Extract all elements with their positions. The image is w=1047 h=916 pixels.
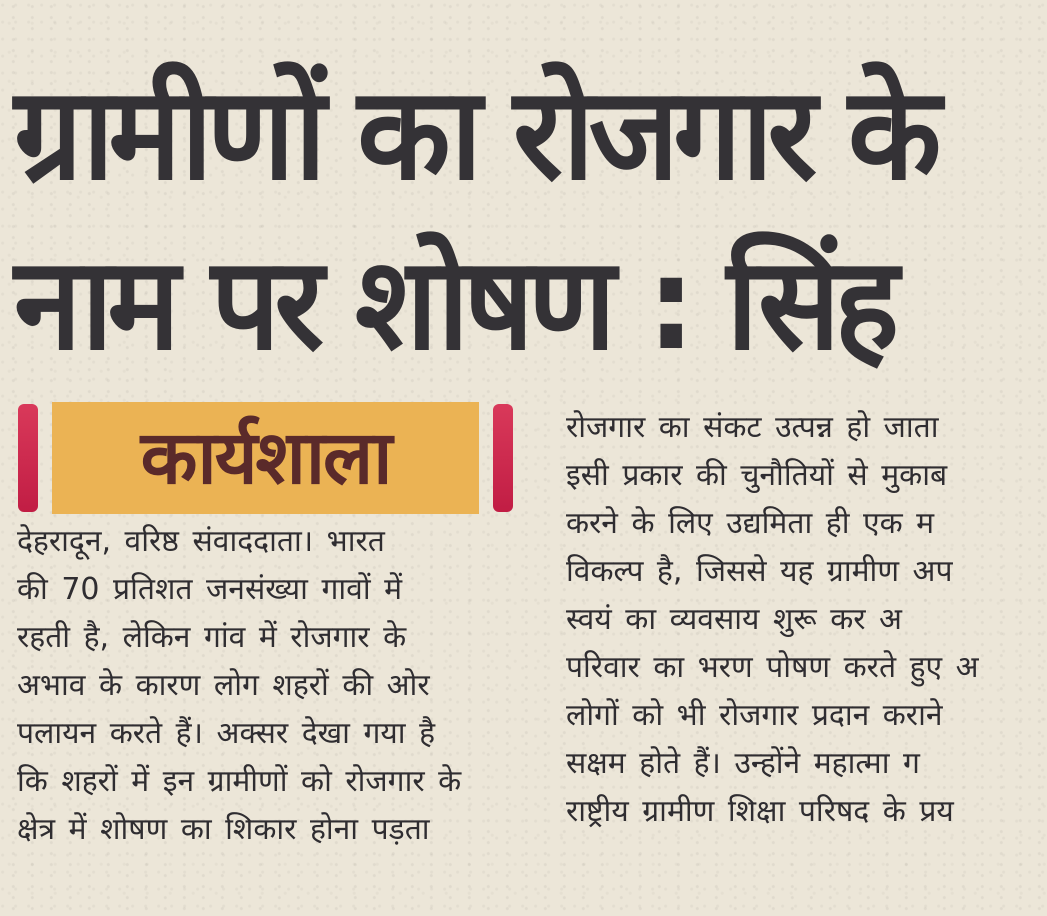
article-line: विकल्प है, जिससे यह ग्रामीण अप bbox=[566, 554, 953, 589]
section-kicker bbox=[18, 402, 513, 514]
headline-line-1: ग्रामीणों का रोजगार के bbox=[14, 60, 936, 209]
kicker-label: कार्यशाला bbox=[140, 415, 391, 501]
headline bbox=[14, 50, 1044, 390]
headline-line-2: नाम पर शोषण : सिंह bbox=[14, 230, 894, 379]
article-line: स्वयं का व्यवसाय शुरू कर अ bbox=[566, 602, 902, 637]
article-line: क्षेत्र में शोषण का शिकार होना पड़ता bbox=[17, 812, 430, 847]
article-line: परिवार का भरण पोषण करते हुए अ bbox=[566, 650, 979, 685]
kicker-bar-right bbox=[493, 404, 513, 512]
article-line: सक्षम होते हैं। उन्होंने महात्मा ग bbox=[566, 746, 920, 781]
article-line: की 70 प्रतिशत जनसंख्या गावों में bbox=[17, 572, 403, 607]
kicker-box bbox=[52, 402, 479, 514]
article-line: राष्ट्रीय ग्रामीण शिक्षा परिषद के प्रय bbox=[566, 794, 954, 829]
article-column-left bbox=[17, 518, 525, 916]
article-line: कि शहरों में इन ग्रामीणों को रोजगार के bbox=[17, 764, 462, 799]
article-line: देहरादून, वरिष्ठ संवाददाता। भारत bbox=[17, 524, 385, 559]
article-line: रहती है, लेकिन गांव में रोजगार के bbox=[17, 620, 407, 655]
article-line: रोजगार का संकट उत्पन्न हो जाता bbox=[566, 410, 939, 445]
article-line: लोगों को भी रोजगार प्रदान कराने bbox=[566, 698, 943, 733]
article-line: अभाव के कारण लोग शहरों की ओर bbox=[17, 668, 430, 703]
article-line: करने के लिए उद्यमिता ही एक म bbox=[566, 506, 935, 541]
article-line: पलायन करते हैं। अक्सर देखा गया है bbox=[17, 716, 435, 751]
article-line: इसी प्रकार की चुनौतियों से मुकाब bbox=[566, 458, 948, 493]
article-column-right bbox=[566, 404, 1047, 916]
kicker-bar-left bbox=[18, 404, 38, 512]
